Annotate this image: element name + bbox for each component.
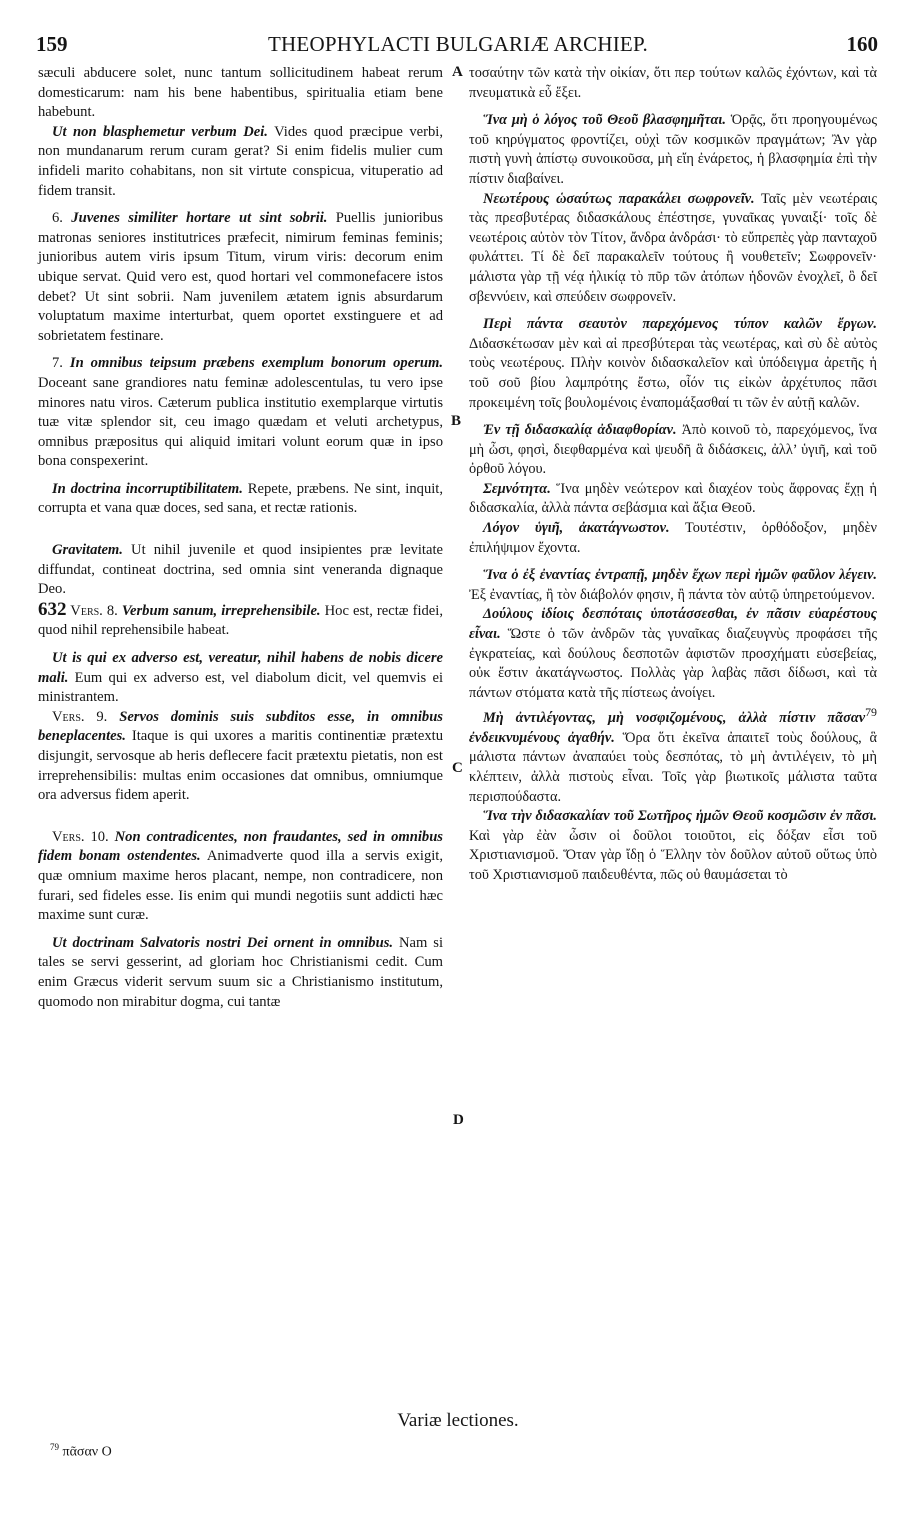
paragraph <box>469 703 877 807</box>
paragraph <box>38 209 443 346</box>
column-number: 632 <box>38 598 67 620</box>
lemma: Ut doctrinam Salvatoris nostri Dei ornent in omnibus. <box>52 934 394 951</box>
paragraph-text: Eum qui ex adverso est, vel diabolum dicit, vel quemvis ei ministrantem. <box>38 669 443 706</box>
paragraph-text: Ἐξ ἐναντίας, ἢ τὸν διάβολόν φησιν, ἢ πάντα τὸν αὐτῷ ὑπηρετούμενον. <box>469 586 875 603</box>
paragraph-text: Ἵνα μηδὲν νεώτερον καὶ διαχέον τοὺς ἄφρονας ἔχῃ ἡ διδασκαλία, ἀλλὰ πάντα σεβάσμια καὶ ἄξια Θεοῦ. <box>469 480 877 517</box>
running-title: THEOPHYLACTI BULGARIÆ ARCHIEP. <box>268 32 648 56</box>
lemma: In omnibus teipsum præbens exemplum bonorum operum. <box>69 355 443 372</box>
paragraph <box>38 480 443 519</box>
lemma: Μὴ ἀντιλέγοντας, μὴ νοσφιζομένους, ἀλλὰ πίστιν πᾶσαν <box>483 710 866 727</box>
lemma: Servos dominis suis subditos esse, in omnibus beneplacentes. <box>38 708 443 745</box>
paragraph-text: Ὁρᾷς, ὅτι προηγουμένως τοῦ κηρύγματος φροντίζει, οὐχὶ τῶν κοσμικῶν πραγμάτων; Ἂν γὰρ πιστὴ γυνὴ ἀπίστῳ συνοικοῦσα, μὴ εἴη ἐνάρετος, ἡ βλασφημία ἐπὶ τὴν πίστιν διαβαίνει. <box>469 112 877 187</box>
footnote-text: πᾶσαν Ο <box>59 1444 112 1460</box>
lemma: Ἵνα μὴ ὁ λόγος τοῦ Θεοῦ βλασφημῆται. <box>483 112 726 129</box>
paragraph <box>469 480 877 519</box>
paragraph-text: Hoc est, rectæ fidei, quod nihil reprehensibile habeat. <box>38 602 443 639</box>
lemma: Ut non blasphemetur verbum Dei. <box>52 123 268 140</box>
lemma: Δούλους ἰδίοις δεσπόταις ὑποτάσσεσθαι, ἐν πᾶσιν εὐαρέστους εἶναι. <box>469 606 877 643</box>
paragraph <box>38 934 443 1012</box>
lemma: Ἵνα τὴν διδασκαλίαν τοῦ Σωτῆρος ἡμῶν Θεοῦ κοσμῶσιν ἐν πᾶσι. <box>483 808 877 825</box>
paragraph-text: Τουτέστιν, ὀρθόδοξον, μηδὲν ἐπιλήψιμον ἔχοντα. <box>469 520 877 556</box>
paragraph-text: Ταῖς μὲν νεωτέραις τὰς πρεσβυτέρας διδασκάλους ἐπέστησε, γυναῖκας γυναιξί· τοῖς δὲ νεωτέροις αὐτὸν τὸν Τίτον, ἄνδρα ἀνδράσι· τὸ εὔπρεπὲς γὰρ πανταχοῦ φυλάττει. Τί δὲ δεῖ παρακαλεῖν τούτους ἢ νουθετεῖν; Σωφρονεῖν· μάλιστα γὰρ τῇ νέᾳ ἡλικίᾳ τὸ πῦρ τῶν ἀτόπων ἡδονῶν ἐνοχλεῖ, ὃ δεῖ σβεννύειν, καὶ σπεύδειν σωφρονεῖν. <box>469 190 877 305</box>
footnote <box>50 1442 112 1461</box>
paragraph <box>38 541 443 600</box>
footnote-number: 79 <box>50 1442 59 1452</box>
paragraph-text: τοσαύτην τῶν κατὰ τὴν οἰκίαν, ὅτι περ τούτων καλῶς ἐχόντων, καὶ τὰ πνευματικὰ εὖ ἕξει. <box>469 65 877 101</box>
lemma: Ἐν τῇ διδασκαλίᾳ ἀδιαφθορίαν. <box>483 422 677 439</box>
paragraph-text: Nam si tales se servi gesserint, ad gloriam hoc Christianismi cedit. Cum enim Græcus viderit servum suum sic a Christianismo institutum, quomodo non mirabitur dogma, cui tantæ <box>38 934 443 1010</box>
paragraph <box>38 600 443 641</box>
margin-letter-c: C <box>452 760 463 776</box>
lemma: ἐνδεικνυμένους ἀγαθήν. <box>469 729 615 746</box>
paragraph <box>38 649 443 708</box>
verse-label: Vers. 10. <box>52 828 115 845</box>
paragraph-text: sæculi abducere solet, nunc tantum sollicitudinem habeat rerum domesticarum: nam his bene habentibus, spiritualia etiam bene habebunt. <box>38 65 443 121</box>
variant-marker: 79 <box>865 705 877 720</box>
paragraph-text: Ut nihil juvenile et quod insipientes præ levitate diffundat, contineat doctrina, sed omnia sint veneranda dignaque Deo. <box>38 542 443 598</box>
paragraph <box>469 190 877 308</box>
paragraph <box>38 828 443 926</box>
paragraph <box>469 421 877 480</box>
paragraph-text: Ὅρα ὅτι ἐκεῖνα ἀπαιτεῖ τοὺς δούλους, ἃ μάλιστα πάντων ἀναπαύει τοὺς δεσπότας, τὸ μὴ ἀντιλέγειν, τὸ μὴ κλέπτειν, ἀλλὰ πιστοὺς εἶναι. Τοῖς γὰρ βιωτικοῖς μάλιστα ταῦτα περισπούδαστα. <box>469 729 877 805</box>
greek-column <box>469 64 877 886</box>
page-number-right: 160 <box>846 32 878 56</box>
paragraph-text: Itaque is qui uxores a maritis continentiæ prætextu disjungit, servosque ab heris deflecere facit prætextu pietatis, non est irreprehensibilis: multas enim occasiones dat omnibus, omniumque ora adversus fidem aperit. <box>38 728 443 804</box>
paragraph-text: Doceant sane grandiores natu feminæ adolescentulas, tu vero ipse minores natu viros. Cæterum publica institutio exemplarque virtutis tuæ vitæ splendor sit, ceu imago quædam et veluti archetypus, omnibus præpositus qui aliquid imitari volunt eorum quæ in ipso bona conspexerint. <box>38 374 443 470</box>
lemma: Νεωτέρους ὡσαύτως παρακάλει σωφρονεῖν. <box>483 190 755 207</box>
paragraph <box>469 605 877 703</box>
verse-number: 6. <box>52 210 72 227</box>
lemma: Ut is qui ex adverso est, vereatur, nihil habens de nobis dicere mali. <box>38 650 443 686</box>
running-head <box>30 32 886 56</box>
verse-label: Vers. 9. <box>52 708 120 725</box>
paragraph <box>469 111 877 189</box>
variae-lectiones-heading: Variæ lectiones. <box>397 1410 519 1431</box>
paragraph <box>469 807 877 885</box>
lemma: Non contradicentes, non fraudantes, sed in omnibus fidem bonam ostendentes. <box>38 828 443 865</box>
lemma: Gravitatem. <box>52 542 123 559</box>
lemma: In doctrina incorruptibilitatem. <box>52 480 243 497</box>
paragraph-text: Animadverte quod illa a servis exigit, quæ omnium maxime heros placant, nempe, non contradicere, non furari, sed fideles esse. Iis enim qui mundi negotiis sunt addicti hæc maxime sunt curæ. <box>38 848 443 924</box>
paragraph-text: Vides quod præcipue verbi, non mundanarum rerum curam gerat? Si enim fidelis mulier cum infideli marito cohabitans, non sit virtute conspicua, vituperatio ad fidem transit. <box>38 123 443 199</box>
paragraph-text: Διδασκέτωσαν μὲν καὶ αἱ πρεσβύτεραι τὰς νεωτέρας, καὶ σὺ δὲ αὐτὸς τοὺς νεωτέρους. Πλὴν κοινὸν διδασκαλεῖον καὶ ὑπόδειγμα ἀρετῆς ἡ τοῦ σοῦ βίου λαμπρότης ἔστω, οἷόν τις εἰκὼν ἀρχέτυπος πᾶσι προκειμένη τοῖς βουλομένοις ἐναπομάξασθαί τι τῶν ἐν αὐτῇ καλῶν. <box>469 335 877 411</box>
lemma: Ἵνα ὁ ἐξ ἐναντίας ἐντραπῇ, μηδὲν ἔχων περὶ ἡμῶν φαῦλον λέγειν. <box>483 567 877 584</box>
paragraph-text: Puellis junioribus matronas seniores institutrices præfecit, nimirum feminas feminis; junioribus autem viris ipsum Titum, virum viris: decorum enim ubique servat. Quid vero est, quod hortari vel commonefacere istos debet? Ut sint sobrii. Nam juvenilem ætatem ignis absurdarum voluptatum maxime interturbat, quem oportet exstinguere et ad sobrietatem festinare. <box>38 210 444 344</box>
margin-letter-d: D <box>453 1112 464 1128</box>
paragraph-text: Καὶ γὰρ ἐὰν ὦσιν οἱ δοῦλοι τοιοῦτοι, εἰς δόξαν εἶσι τοῦ Χριστιανισμοῦ. Ὅταν γὰρ ἴδῃ ὁ Ἕλλην τὸν δοῦλον αὐτοῦ οὕτως ὑπὸ τοῦ Χριστιανισμοῦ παιδευθέντα, πῶς οὐ θαυμάσεται τὸ <box>469 827 877 883</box>
lemma: Λόγον ὑγιῆ, ἀκατάγνωστον. <box>483 520 670 537</box>
verse-label: Vers. 8. <box>66 602 122 619</box>
page-number-left: 159 <box>36 32 68 56</box>
paragraph-text: Ἀπὸ κοινοῦ τὸ, παρεχόμενος, ἵνα μὴ ὦσι, φησὶ, διεφθαρμένα καὶ ψευδῆ ἃ διδάσκεις, ἀλλ’ ὑγιῆ, καὶ τοῦ ὀρθοῦ λόγου. <box>469 422 878 478</box>
lemma: Juvenes similiter hortare ut sint sobrii. <box>71 210 328 227</box>
paragraph <box>38 64 443 123</box>
lemma: Verbum sanum, irreprehensibile. <box>121 602 321 619</box>
paragraph <box>469 64 877 103</box>
lemma: Περὶ πάντα σεαυτὸν παρεχόμενος τύπον καλῶν ἔργων. <box>483 316 877 333</box>
paragraph <box>38 123 443 201</box>
paragraph-text: Repete, præbens. Ne sint, inquit, corrupta et vana quæ doces, sed sana, et rectæ rationis. <box>38 480 443 517</box>
paragraph <box>469 315 877 413</box>
latin-column <box>38 64 443 1012</box>
paragraph <box>38 354 443 472</box>
paragraph <box>38 708 443 806</box>
lemma: Σεμνότητα. <box>483 480 551 497</box>
margin-letter-a: A <box>452 64 463 80</box>
paragraph-text: Ὥστε ὁ τῶν ἀνδρῶν τὰς γυναῖκας διαζευγνὺς προφάσει τῆς ἐγκρατείας, καὶ δούλους δεσποτῶν ἀφιστῶν προσχήματι εὐσεβείας, οὐκ ἔστιν ἀκατάγνωστος. Πολλὰς γὰρ λαβὰς πᾶσι δίδωσι, καὶ τὰ πάντων στόματα κατὰ τῆς πίστεως ἀνοίγει. <box>469 626 877 701</box>
paragraph <box>469 519 877 558</box>
margin-letter-b: B <box>451 413 462 429</box>
verse-number: 7. <box>52 355 70 372</box>
paragraph <box>469 566 877 605</box>
